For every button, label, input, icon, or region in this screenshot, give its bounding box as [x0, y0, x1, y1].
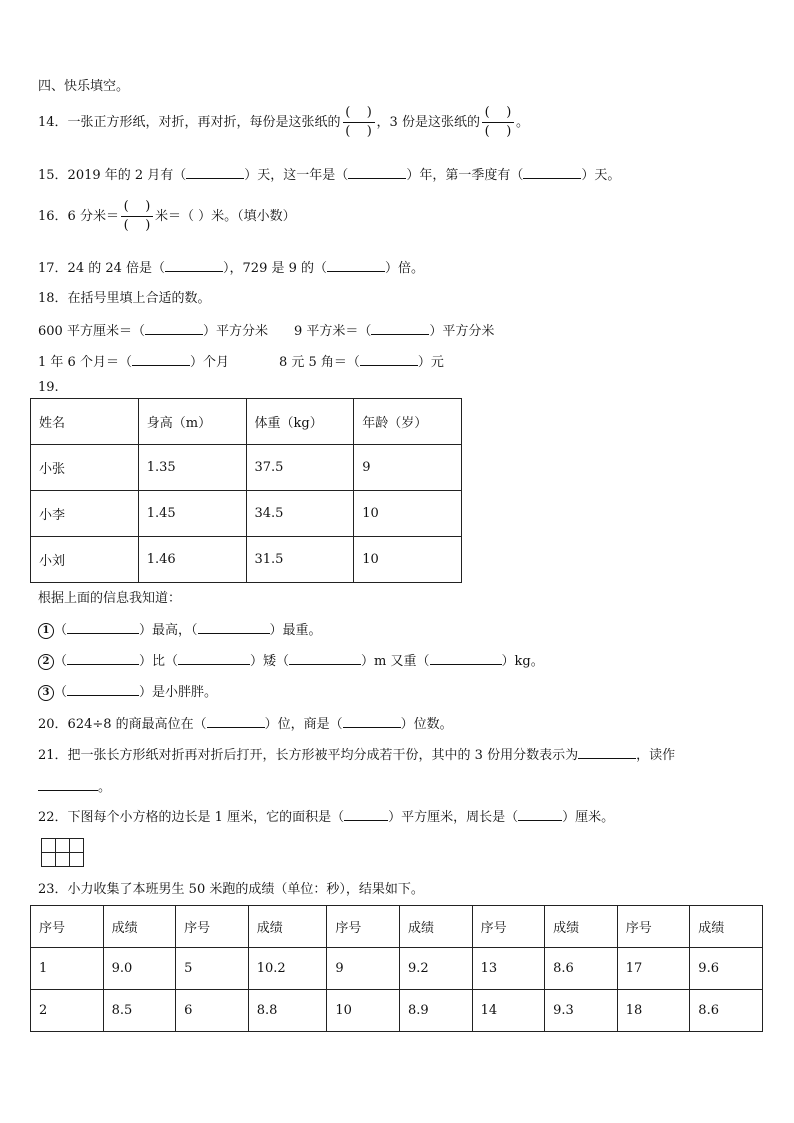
q19-intro: 根据上面的信息我知道： [38, 591, 182, 606]
table-header: 序号 [176, 906, 249, 948]
q18-r2-text-d: ）元 [417, 355, 444, 370]
table-cell: 1.46 [138, 537, 246, 583]
q21-text-c: 。 [98, 780, 112, 795]
q22-text-a: 22．下图每个小方格的边长是 1 厘米，它的面积是（ [38, 810, 345, 825]
table-cell: 小刘 [31, 537, 139, 583]
question-14 [38, 104, 529, 141]
table-cell: 5 [176, 948, 249, 990]
q20-text-a: 20．624÷8 的商最高位在（ [38, 717, 207, 732]
q18-r2-text-c: 8 元 5 角＝（ [278, 355, 360, 370]
table-header: 成绩 [690, 906, 763, 948]
table-cell: 10.2 [248, 948, 327, 990]
question-15 [38, 166, 620, 185]
q19-s2-text-d: ）m 又重（ [361, 654, 430, 669]
table-cell: 1.45 [138, 491, 246, 537]
q21-text-a: 21．把一张长方形纸对折再对折后打开，长方形被平均分成若干份，其中的 3 份用分数表示为 [38, 748, 579, 763]
q15-text-d: ）天。 [581, 168, 621, 183]
question-21-cont [38, 778, 111, 797]
table-header: 成绩 [399, 906, 472, 948]
table-row [31, 491, 462, 537]
table-cell: 8.9 [399, 990, 472, 1032]
table-row [31, 445, 462, 491]
header-age: 年龄（岁） [354, 399, 462, 445]
table-cell: 8.8 [248, 990, 327, 1032]
q23-title: 23．小力收集了本班男生 50 米跑的成绩（单位：秒），结果如下。 [38, 882, 424, 897]
q18-blank-2[interactable] [371, 322, 429, 335]
q15-blank-3[interactable] [523, 166, 581, 179]
table-cell: 9.6 [690, 948, 763, 990]
q19-sub-2 [38, 652, 544, 671]
table-cell: 小李 [31, 491, 139, 537]
table-cell: 13 [472, 948, 545, 990]
q19-s1-text-c: ）最重。 [269, 623, 322, 638]
q19-table [30, 398, 462, 583]
table-row [31, 399, 462, 445]
table-cell: 8.6 [545, 948, 618, 990]
table-cell: 10 [354, 537, 462, 583]
q14-text-b: ，3 份是这张纸的 [376, 115, 480, 130]
grid-squares-figure [41, 838, 85, 868]
table-cell: 8.6 [690, 990, 763, 1032]
q14-text-c: 。 [515, 115, 529, 130]
circled-number-3: 3 [38, 685, 54, 701]
table-cell: 6 [176, 990, 249, 1032]
q20-text-c: ）位数。 [400, 717, 453, 732]
q21-blank-1[interactable] [578, 746, 636, 759]
table-row [31, 906, 763, 948]
q20-text-b: ）位，商是（ [264, 717, 343, 732]
q21-blank-2[interactable] [38, 778, 98, 791]
table-cell: 9 [327, 948, 400, 990]
q16-fraction-blank[interactable]: $\frac{( )}{( )}$ [121, 198, 153, 235]
table-cell: 9 [354, 445, 462, 491]
question-21 [38, 746, 675, 765]
circled-number-1: 1 [38, 623, 54, 639]
q22-text-b: ）平方厘米，周长是（ [388, 810, 519, 825]
q19-s2-blank-2[interactable] [178, 652, 250, 665]
question-17 [38, 259, 424, 278]
table-row [31, 990, 763, 1032]
q19-s1-text-b: ）最高，（ [139, 623, 198, 638]
q15-blank-2[interactable] [348, 166, 406, 179]
q18-r1-text-d: ）平方分米 [429, 324, 495, 339]
q19-s2-text-a: （ [54, 654, 68, 669]
q19-s1-text-a: （ [54, 623, 68, 638]
q18-r1-text-b: ）平方分米 [202, 324, 268, 339]
q22-text-c: ）厘米。 [562, 810, 615, 825]
q15-blank-1[interactable] [186, 166, 244, 179]
q17-blank-1[interactable] [165, 259, 223, 272]
q19-s3-text-a: （ [54, 685, 68, 700]
q15-text-a: 15．2019 年的 2 月有（ [38, 168, 187, 183]
table-header: 序号 [617, 906, 690, 948]
q19-s2-text-b: ）比（ [139, 654, 179, 669]
q22-blank-2[interactable] [518, 808, 562, 821]
q18-blank-1[interactable] [145, 322, 203, 335]
q18-r1-text-a: 600 平方厘米＝（ [38, 324, 145, 339]
q18-row-1 [38, 322, 494, 341]
circled-number-2: 2 [38, 654, 54, 670]
q16-text-b: 米＝（ ）米。（填小数） [154, 209, 296, 224]
table-cell: 14 [472, 990, 545, 1032]
q18-title: 18．在括号里填上合适的数。 [38, 291, 211, 306]
table-header: 序号 [327, 906, 400, 948]
header-name: 姓名 [31, 399, 139, 445]
q14-fraction-blank-2[interactable]: $\frac{( )}{( )}$ [482, 104, 514, 141]
q15-text-c: ）年，第一季度有（ [406, 168, 524, 183]
table-cell: 小张 [31, 445, 139, 491]
table-row [31, 537, 462, 583]
q19-label: 19. [38, 380, 59, 395]
q18-r1-text-c: 9 平方米＝（ [293, 324, 372, 339]
table-header: 成绩 [545, 906, 618, 948]
table-cell: 8.5 [103, 990, 176, 1032]
q20-blank-2[interactable] [343, 715, 401, 728]
section-title: 四、快乐填空。 [38, 79, 130, 94]
q18-r2-text-b: ）个月 [189, 355, 229, 370]
table-cell: 17 [617, 948, 690, 990]
table-header: 成绩 [103, 906, 176, 948]
table-cell: 1.35 [138, 445, 246, 491]
q19-s2-blank-4[interactable] [430, 652, 502, 665]
q19-s2-text-c: ）矮（ [250, 654, 290, 669]
q16-text-a: 16．6 分米＝ [38, 209, 119, 224]
q17-text-c: ）倍。 [385, 261, 425, 276]
q18-row-2 [38, 353, 444, 372]
table-header: 序号 [472, 906, 545, 948]
q19-sub-3 [38, 683, 217, 702]
q19-s3-blank-1[interactable] [67, 683, 139, 696]
q19-s2-text-e: ）kg。 [501, 654, 544, 669]
q22-blank-1[interactable] [344, 808, 388, 821]
table-cell: 9.3 [545, 990, 618, 1032]
q18-r2-text-a: 1 年 6 个月＝（ [38, 355, 132, 370]
table-cell: 9.2 [399, 948, 472, 990]
table-cell: 10 [354, 491, 462, 537]
q19-s3-text-b: ）是小胖胖。 [139, 685, 218, 700]
q18-blank-4[interactable] [360, 353, 418, 366]
table-row [31, 948, 763, 990]
q19-sub-1 [38, 621, 322, 640]
q17-blank-2[interactable] [327, 259, 385, 272]
table-cell: 10 [327, 990, 400, 1032]
table-cell: 37.5 [246, 445, 354, 491]
table-cell: 31.5 [246, 537, 354, 583]
q19-s2-blank-3[interactable] [289, 652, 361, 665]
q23-table [30, 905, 763, 1032]
table-header: 序号 [31, 906, 104, 948]
q19-s2-blank-1[interactable] [67, 652, 139, 665]
header-height: 身高（m） [138, 399, 246, 445]
q20-blank-1[interactable] [207, 715, 265, 728]
table-cell: 2 [31, 990, 104, 1032]
q21-text-b: ，读作 [636, 748, 676, 763]
table-cell: 34.5 [246, 491, 354, 537]
table-header: 成绩 [248, 906, 327, 948]
q18-blank-3[interactable] [132, 353, 190, 366]
q15-text-b: ）天，这一年是（ [244, 168, 349, 183]
table-cell: 18 [617, 990, 690, 1032]
header-weight: 体重（kg） [246, 399, 354, 445]
q14-fraction-blank-1[interactable]: $\frac{( )}{( )}$ [343, 104, 375, 141]
table-cell: 9.0 [103, 948, 176, 990]
q17-text-b: ），729 是 9 的（ [223, 261, 328, 276]
q17-text-a: 17．24 的 24 倍是（ [38, 261, 166, 276]
question-22 [38, 808, 614, 827]
question-20 [38, 715, 453, 734]
question-16 [38, 198, 296, 235]
q19-s1-blank-2[interactable] [198, 621, 270, 634]
table-cell: 1 [31, 948, 104, 990]
q19-s1-blank-1[interactable] [67, 621, 139, 634]
q14-text-a: 14．一张正方形纸，对折，再对折，每份是这张纸的 [38, 115, 341, 130]
